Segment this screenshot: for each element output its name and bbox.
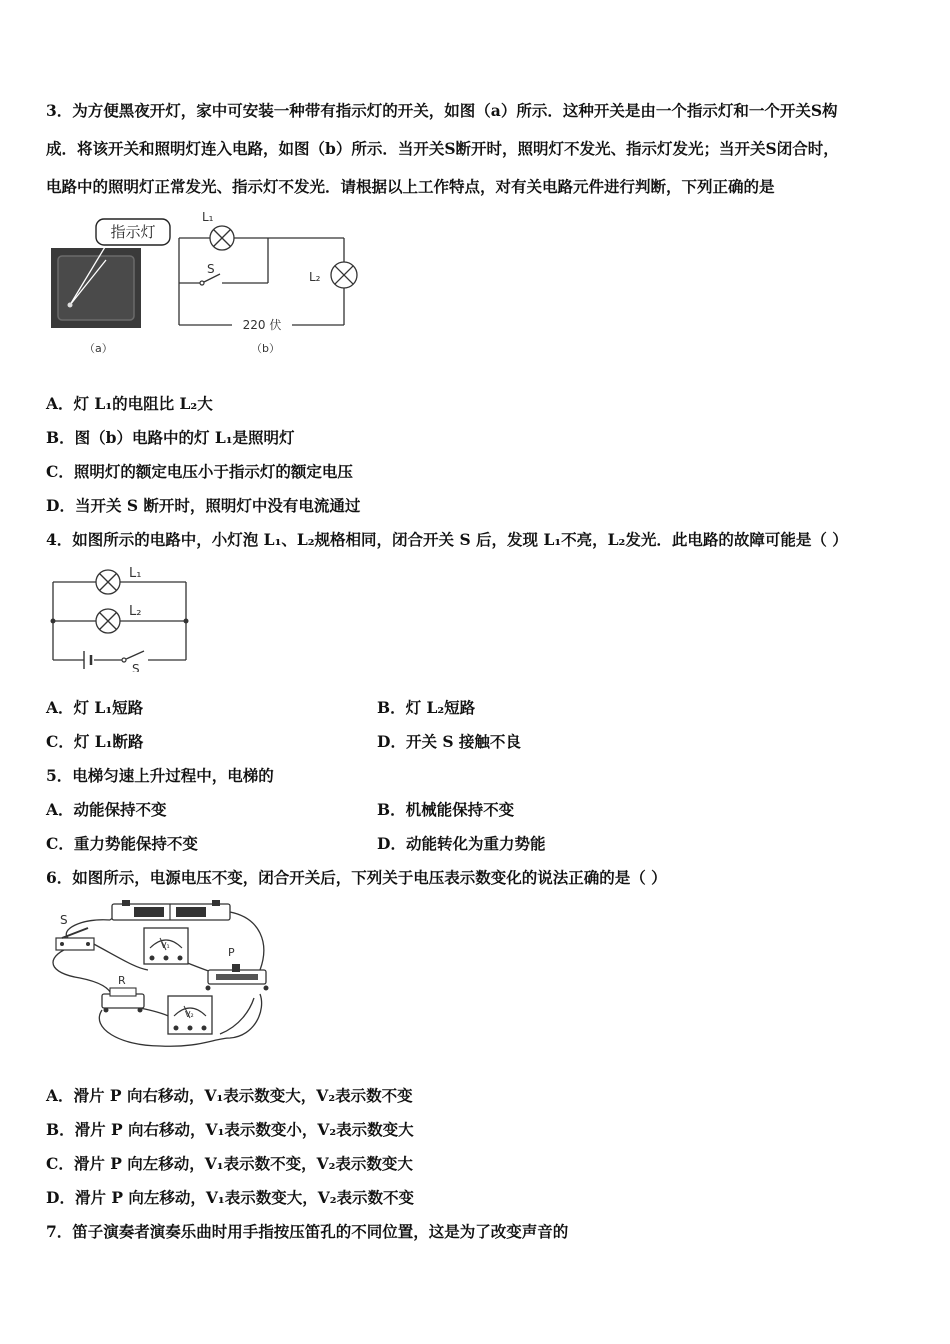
lamp-l2-icon xyxy=(331,262,357,288)
q4-figure xyxy=(44,560,204,672)
q4-stem: 4．如图所示的电路中，小灯泡 L₁、L₂规格相同，闭合开关 S 后，发现 L₁不亮，L₂发光．此电路的故障可能是（ ） xyxy=(46,530,848,549)
q3-stem-line1: 3．为方便黑夜开灯，家中可安装一种带有指示灯的开关，如图（a）所示．这种开关是由一个指示灯和一个开关S构 xyxy=(46,101,838,120)
q6-label-p: P xyxy=(228,946,235,959)
q5-option-d: D．动能转化为重力势能 xyxy=(377,834,546,853)
indicator-callout-label: 指示灯 xyxy=(110,223,156,241)
q7-stem: 7．笛子演奏者演奏乐曲时用手指按压笛孔的不同位置，这是为了改变声音的 xyxy=(46,1222,569,1241)
label-l2: L₂ xyxy=(309,270,321,284)
q5-option-c: C．重力势能保持不变 xyxy=(46,834,198,853)
q5-option-b: B．机械能保持不变 xyxy=(377,800,515,819)
q3-stem-line2: 成．将该开关和照明灯连入电路，如图（b）所示．当开关S断开时，照明灯不发光、指示灯发光；当开关S闭合时， xyxy=(46,139,839,158)
q4-option-d: D．开关 S 接触不良 xyxy=(377,732,521,751)
q6-option-c: C．滑片 P 向左移动，V₁表示数不变，V₂表示数变大 xyxy=(46,1154,413,1173)
q4-option-c: C．灯 L₁断路 xyxy=(46,732,144,751)
q3-figure-b xyxy=(170,206,370,358)
label-voltage: 220 伏 xyxy=(242,318,282,332)
q5-option-a: A．动能保持不变 xyxy=(46,800,167,819)
label-switch-s: S xyxy=(207,262,215,276)
q6-option-b: B．滑片 P 向右移动，V₁表示数变小，V₂表示数变大 xyxy=(46,1120,414,1139)
q3-option-b: B．图（b）电路中的灯 L₁是照明灯 xyxy=(46,428,295,447)
q6-option-d: D．滑片 P 向左移动，V₁表示数变大，V₂表示数不变 xyxy=(46,1188,415,1207)
q5-stem: 5．电梯匀速上升过程中，电梯的 xyxy=(46,766,274,785)
q4-option-b: B．灯 L₂短路 xyxy=(377,698,476,717)
q6-stem: 6．如图所示，电源电压不变，闭合开关后，下列关于电压表示数变化的说法正确的是（ ） xyxy=(46,868,667,887)
q4-lamp-l2-icon xyxy=(96,609,120,633)
caption-a: （a） xyxy=(84,342,113,355)
q3-stem-line3: 电路中的照明灯正常发光、指示灯不发光．请根据以上工作特点，对有关电路元件进行判断，下列正确的是 xyxy=(46,177,775,196)
q6-label-s: S xyxy=(60,913,68,927)
q4-label-s: S xyxy=(132,662,140,672)
battery-box-icon xyxy=(112,900,230,920)
caption-b: （b） xyxy=(251,342,280,355)
label-l1: L₁ xyxy=(202,210,214,224)
q3-option-a: A．灯 L₁的电阻比 L₂大 xyxy=(46,394,213,413)
q6-label-v2: V₂ xyxy=(185,1010,194,1019)
q4-label-l1: L₁ xyxy=(129,566,142,581)
lamp-l1-icon xyxy=(210,226,234,250)
q6-label-v1: V₁ xyxy=(161,941,170,950)
q6-label-r: R xyxy=(118,974,126,987)
q3-option-c: C．照明灯的额定电压小于指示灯的额定电压 xyxy=(46,462,353,481)
rheostat-icon xyxy=(206,964,269,991)
q3-figure-a xyxy=(48,212,188,357)
q6-figure xyxy=(40,898,280,1058)
q4-option-a: A．灯 L₁短路 xyxy=(46,698,144,717)
q3-option-d: D．当开关 S 断开时，照明灯中没有电流通过 xyxy=(46,496,361,515)
switch-s-icon xyxy=(56,928,94,950)
q4-lamp-l1-icon xyxy=(96,570,120,594)
resistor-r-icon xyxy=(102,988,144,1013)
q4-label-l2: L₂ xyxy=(129,604,142,619)
q6-option-a: A．滑片 P 向右移动，V₁表示数变大，V₂表示数不变 xyxy=(46,1086,413,1105)
